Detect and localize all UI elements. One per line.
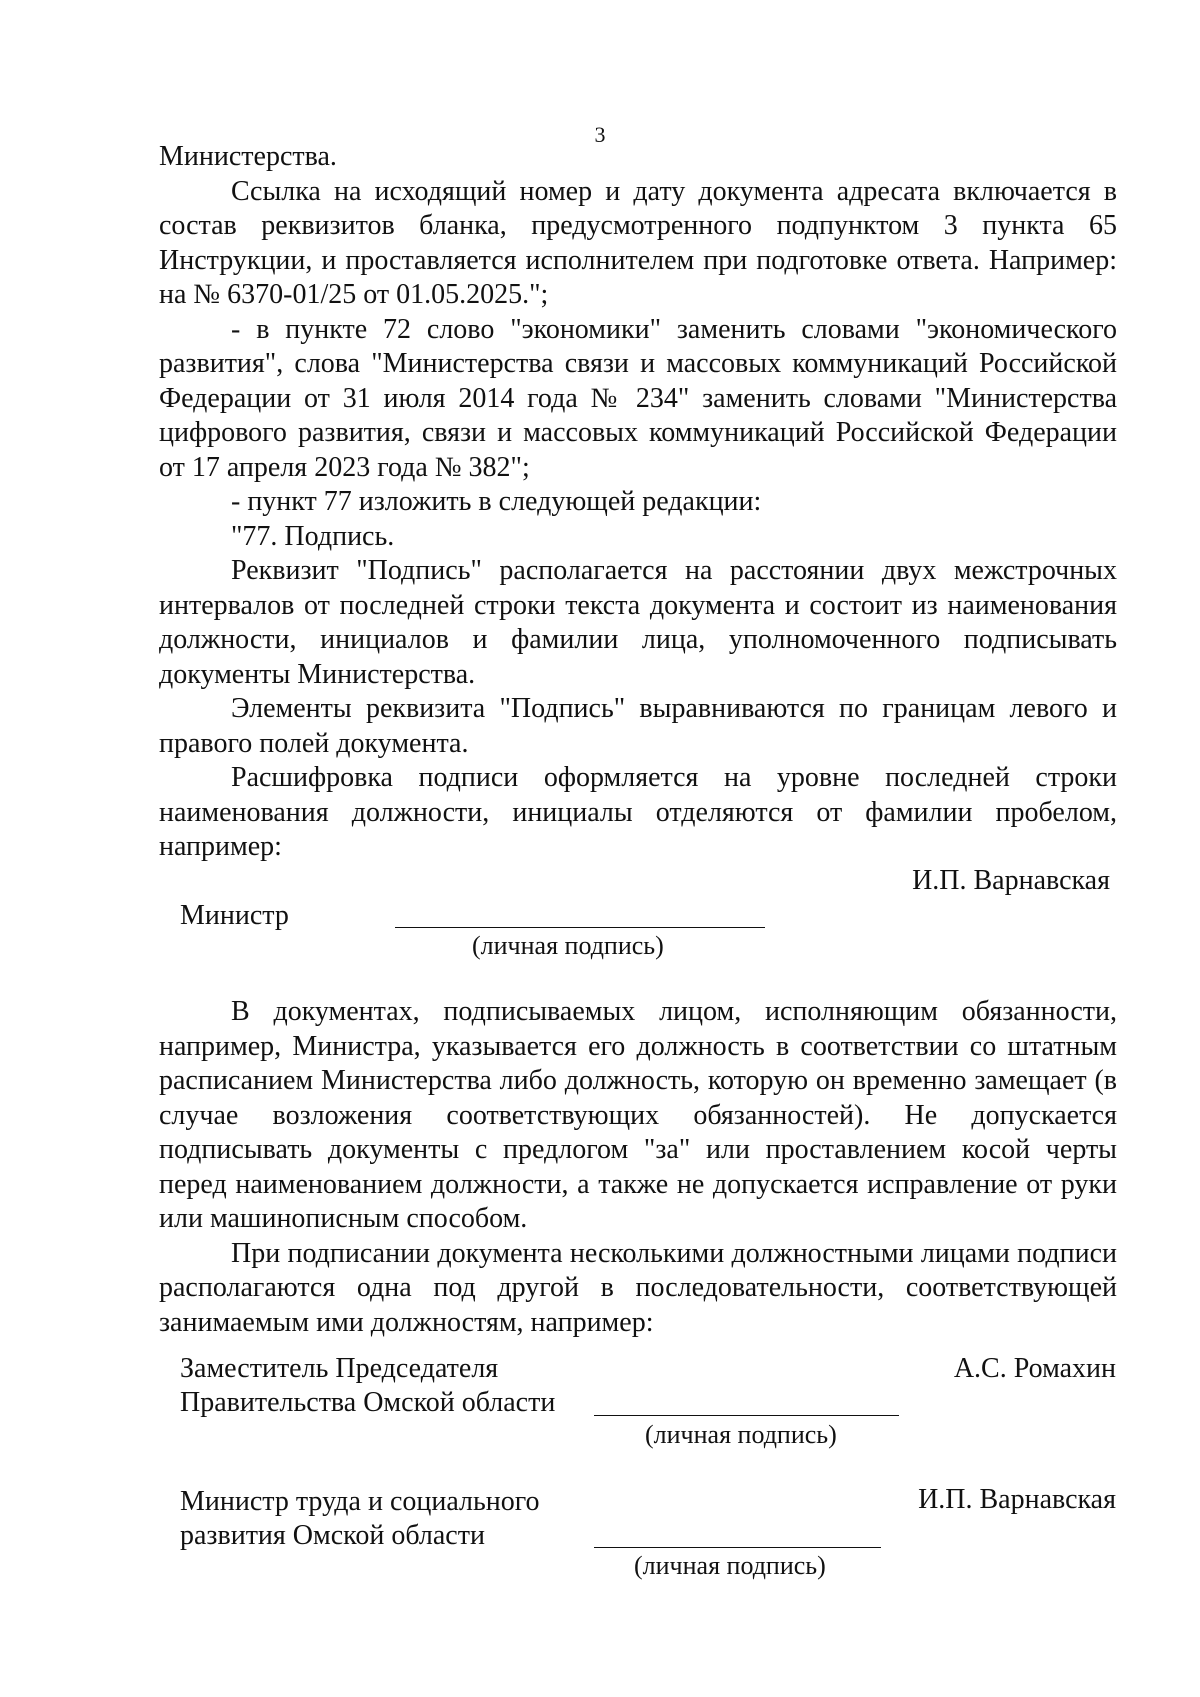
signer-title-line: Правительства Омской области (180, 1387, 556, 1418)
signature-line (395, 927, 765, 928)
paragraph: Расшифровка подписи оформляется на уровне последней строки наименования должности, инициалы отделяются от фамилии пробелом, например: (159, 762, 1117, 862)
paragraph: Элементы реквизита "Подпись" выравниваются по границам левого и правого полей документа. (159, 693, 1117, 759)
text-block-1 (159, 140, 1117, 865)
signer-title (180, 1485, 540, 1553)
signature-caption: (личная подпись) (472, 931, 664, 960)
text-block-2 (159, 995, 1117, 1340)
signer-title-line: Заместитель Председателя (180, 1353, 499, 1384)
signer-name: И.П. Варнавская (912, 865, 1110, 896)
paragraph: "77. Подпись. (231, 520, 395, 552)
signer-title (180, 1352, 555, 1420)
signer-title-line: развития Омской области (180, 1520, 485, 1551)
signature-caption: (личная подпись) (634, 1551, 826, 1580)
signature-line (594, 1547, 881, 1548)
signature-line (594, 1415, 899, 1416)
paragraph: Ссылка на исходящий номер и дату документа адресата включается в состав реквизитов бланка, предусмотренного подпунктом 3 пункта 65 Инструкции, и проставляется исполнителем при подготовке ответа. Например: на № 6370-01/25 от 01.05.2025."; (159, 175, 1117, 310)
paragraph: - в пункте 72 слово "экономики" заменить словами "экономического развития", слова "Министерства связи и массовых коммуникаций Российской Федерации от 31 июля 2014 года № 234" заменить словами "Министерства цифрового развития, связи и массовых коммуникаций Российской Федерации от 17 апреля 2023 года № 382"; (159, 313, 1117, 483)
paragraph: Реквизит "Подпись" располагается на расстоянии двух межстрочных интервалов от последней строки текста документа и состоит из наименования должности, инициалов и фамилии лица, уполномоченного подписывать документы Министерства. (159, 555, 1117, 690)
signer-title-line: Министр труда и социального (180, 1486, 540, 1517)
paragraph: - пункт 77 изложить в следующей редакции: (231, 486, 762, 517)
paragraph: При подписании документа несколькими должностными лицами подписи располагаются одна под другой в последовательности, соответствующей занимаемым ими должностям, например: (159, 1237, 1117, 1338)
paragraph: Министерства. (159, 141, 337, 172)
signer-name: И.П. Варнавская (918, 1484, 1116, 1515)
signer-title: Министр (180, 900, 289, 931)
signer-name: А.С. Ромахин (953, 1353, 1116, 1384)
signature-caption: (личная подпись) (645, 1420, 837, 1449)
page-number: 3 (594, 122, 606, 147)
paragraph: В документах, подписываемых лицом, исполняющим обязанности, например, Министра, указывается его должность в соответствии со штатным расписанием Министерства либо должность, которую он временно замещает (в случае возложения соответствующих обязанностей). Не допускается подписывать документы с предлогом "за" или проставлением косой черты перед наименованием должности, а также не допускается исправление от руки или машинописным способом. (159, 996, 1117, 1234)
